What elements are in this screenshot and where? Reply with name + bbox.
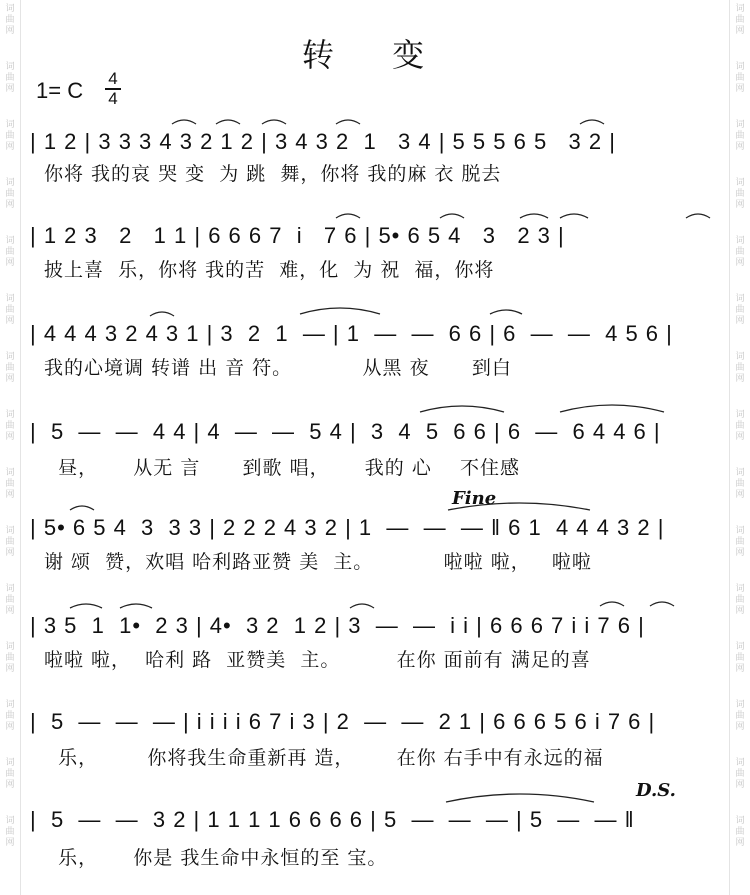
slur-arc (216, 120, 240, 124)
system-2-lyrics: 披上喜 乐，你将 我的苦 难，化 为 祝 福，你将 (44, 259, 495, 281)
watermark-stamp: 词 曲 网 (735, 120, 745, 152)
watermark-stamp: 词 曲 网 (5, 120, 15, 152)
watermark-stamp: 词 曲 网 (735, 642, 745, 674)
system-7-notes: | 5 — — — | i i i i 6 7 i 3 | 2 — — 2 1 | 6 6 6 5 6 i 7 6 | (30, 709, 656, 734)
watermark-stamp: 词 曲 网 (735, 62, 745, 94)
system-5-lyrics: 谢 颂 赞，欢唱 哈利路亚赞 美 主。 啦啦 啦， 啦啦 (44, 551, 592, 573)
key-signature: 1= C (36, 78, 84, 103)
watermark-stamp: 词 曲 网 (5, 178, 15, 210)
watermark-stamp: 词 曲 网 (5, 584, 15, 616)
slur-arc (70, 506, 94, 510)
watermark-stamp: 词 曲 网 (735, 700, 745, 732)
watermark-stamp: 词 曲 网 (735, 468, 745, 500)
watermark-stamp: 词 曲 网 (735, 584, 745, 616)
watermark-stamp: 词 曲 网 (735, 758, 745, 790)
song-title: 转 变 (301, 36, 449, 74)
watermark-stamp: 词 曲 网 (5, 816, 15, 848)
slur-arc (440, 214, 464, 218)
slur-arc (120, 604, 152, 608)
fine-mark: Fine (452, 488, 497, 509)
system-6-notes: | 3 5 1 1• 2 3 | 4• 3 2 1 2 | 3 — — i i | 6 6 6 7 i i 7 6 | (30, 613, 645, 638)
watermark-stamp: 词 曲 网 (5, 236, 15, 268)
slur-arc (70, 604, 102, 608)
watermark-stamp: 词 曲 网 (5, 4, 15, 36)
watermark-stamp: 词 曲 网 (735, 236, 745, 268)
watermark-stamp: 词 曲 网 (5, 526, 15, 558)
slur-arc (350, 604, 374, 608)
slur-arc (686, 214, 710, 218)
slur-arcs (70, 120, 710, 802)
slur-arc (490, 310, 522, 314)
slur-arc (336, 120, 360, 124)
watermark-stamp: 词 曲 网 (5, 352, 15, 384)
system-7-lyrics: 乐， 你将我生命重新再 造， 在你 右手中有永远的福 (44, 747, 604, 769)
slur-arc (300, 308, 380, 314)
slur-arc (336, 214, 360, 218)
watermark-stamp: 词 曲 网 (5, 410, 15, 442)
watermark-stamp: 词 曲 网 (735, 526, 745, 558)
watermark-stamp: 词 曲 网 (5, 700, 15, 732)
watermark-stamp: 词 曲 网 (5, 642, 15, 674)
watermark-stamp: 词 曲 网 (5, 62, 15, 94)
watermark-stamp: 词 曲 网 (735, 816, 745, 848)
system-1-lyrics: 你将 我的哀 哭 变 为 跳 舞，你将 我的麻 衣 脱去 (44, 163, 502, 185)
slur-arc (580, 120, 604, 124)
slur-arc (150, 312, 174, 316)
system-8-lyrics: 乐， 你是 我生命中永恒的至 宝。 (44, 847, 388, 869)
watermark-stamp: 词 曲 网 (735, 4, 745, 36)
system-5-notes: | 5• 6 5 4 3 3 3 | 2 2 2 4 3 2 | 1 — — — ‖ 6 1 4 4 4 3 2 | (30, 515, 665, 540)
system-8-notes: | 5 — — 3 2 | 1 1 1 1 6 6 6 6 | 5 — — — | 5 — — ‖ (30, 807, 635, 832)
system-1-notes: | 1 2 | 3 3 3 4 3 2 1 2 | 3 4 3 2 1 3 4 | 5 5 5 6 5 3 2 | (30, 129, 616, 154)
watermark-stamp: 词 曲 网 (5, 468, 15, 500)
watermark-stamp: 词 曲 网 (735, 294, 745, 326)
slur-arc (650, 602, 674, 606)
watermark-stamp: 词 曲 网 (735, 178, 745, 210)
system-6-lyrics: 啦啦 啦， 哈利 路 亚赞美 主。 在你 面前有 满足的喜 (44, 649, 591, 671)
slur-arc (560, 214, 588, 218)
slur-arc (560, 405, 664, 412)
slur-arc (446, 794, 594, 802)
slur-arc (420, 406, 504, 412)
watermark-stamp: 词 曲 网 (5, 294, 15, 326)
slur-arc (172, 120, 196, 124)
slur-arc (262, 120, 286, 124)
system-4-lyrics: 昼， 从无 言 到歌 唱， 我的 心 不住感 (44, 457, 520, 479)
time-signature-bottom: 4 (108, 89, 118, 108)
system-3-notes: | 4 4 4 3 2 4 3 1 | 3 2 1 — | 1 — — 6 6 | 6 — — 4 5 6 | (30, 321, 673, 346)
watermark-stamp: 词 曲 网 (735, 410, 745, 442)
slur-arc (520, 214, 548, 218)
time-signature-top: 4 (108, 69, 118, 88)
system-4-notes: | 5 — — 4 4 | 4 — — 5 4 | 3 4 5 6 6 | 6 — 6 4 4 6 | (30, 419, 661, 444)
watermark-stamp: 词 曲 网 (735, 352, 745, 384)
system-2-notes: | 1 2 3 2 1 1 | 6 6 6 7 i 7 6 | 5• 6 5 4 3 2 3 | (30, 223, 565, 248)
slur-arc (448, 503, 590, 510)
ds-mark: D.S. (636, 780, 676, 801)
watermark-stamp: 词 曲 网 (5, 758, 15, 790)
system-3-lyrics: 我的心境调 转谱 出 音 符。 从黑 夜 到白 (44, 357, 512, 379)
slur-arc (600, 602, 624, 606)
